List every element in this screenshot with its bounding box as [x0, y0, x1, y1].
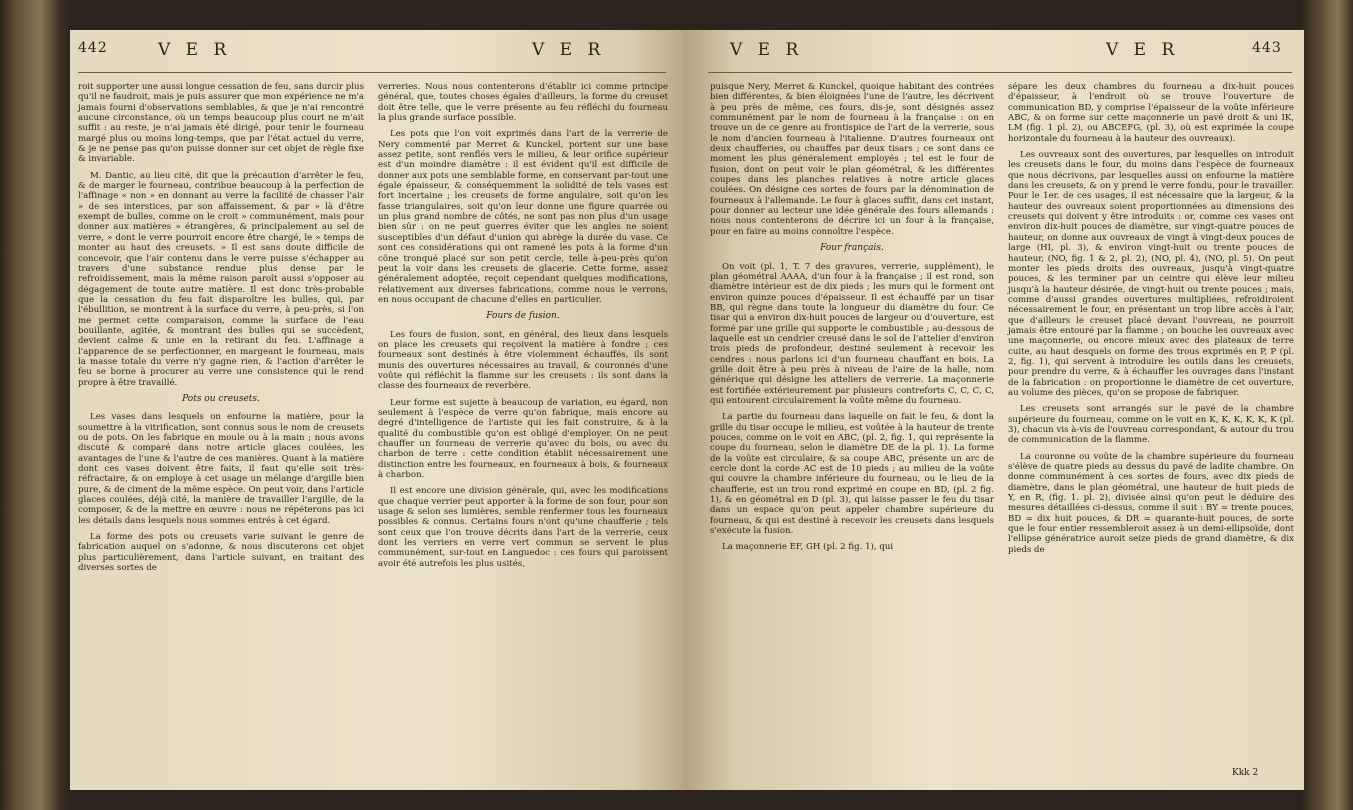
- left-page-number: 442: [78, 40, 108, 56]
- left-head-word-1: V E R: [158, 40, 232, 60]
- paragraph: puisque Nery, Merret & Kunckel, quoique habitant des contrées bien différentes, & bien éloignées l'une de l'autre, les décrivent à peu près de même, ces fours, dis-je, sont désignés assez communément par le nom de fourneau à la française : on en trouve un de ce genre au frontispice de l'art de la verrerie, sous le nom d'ancien fourneau à l'italienne. D'autres fourneaux ont deux chaufferies, ou chauffes par deux tisars ; ce sont dans ce moment les plus généralement employés ; tel est le four de fusion, dont on peut voir le plan géométral, & les différentes coupes dans les planches relatives à notre article glaces coulées. On désigne ces sortes de fours par la dénomination de fourneaux à l'allemande. Le four à glaces suffit, dans cet instant, pour donner au lecteur une idée générale des fours allemands : nous nous contenterons de décrire ici un four à la française, pour en faire au moins connoître l'espèce.: [710, 82, 994, 237]
- paragraph: verreries. Nous nous contenterons d'établir ici comme principe général, que, toutes choses égales d'ailleurs, la forme du creuset doit être telle, que le verre présente au feu réfléchi du fourneau la plus grande surface possible.: [378, 82, 668, 124]
- right-head-rule: [708, 72, 1292, 73]
- right-page-number: 443: [1252, 40, 1282, 56]
- paragraph: La maçonnerie EF, GH (pl. 2 fig. 1), qui: [722, 542, 894, 553]
- signature-mark: Kkk 2: [1232, 768, 1259, 778]
- paragraph: Les creusets sont arrangés sur le pavé de la chambre supérieure du fourneau, comme on le voit en K, K, K, K, K, K (pl. 3), chacun vis à-vis de l'ouvreau correspondant, & autour du trou de communication de la flamme.: [1008, 404, 1294, 446]
- paragraph: sépare les deux chambres du fourneau a dix-huit pouces d'épaisseur, à l'endroit où se trouve l'ouverture de communication BD, y comprise l'épaisseur de la voûte inférieure ABC, & on forme sur cette maçonnerie un pavé droit & uni IK, LM (fig. 1 pl. 2), ou ABCEFG, (pl. 3), où est exprimée la coupe horizontale du fourneau à la hauteur des ouvreaux).: [1008, 82, 1294, 144]
- section-heading: Pots ou creusets.: [182, 393, 260, 404]
- right-head-word-1: V E R: [730, 40, 804, 60]
- paragraph: Les fours de fusion, sont, en général, des lieux dans lesquels on place les creusets qui reçoivent la matière à fondre ; ces fourneaux sont destinés à être violemment échauffés, ils sont munis des ouvertures nécessaires au travail, & couronnés d'une voûte qui réfléchit la flamme sur les creusets : ils sont dans la classe des fourneaux de reverbère.: [378, 329, 668, 392]
- right-page: [684, 30, 1304, 790]
- right-column-2: [1008, 82, 1294, 561]
- paragraph: Les pots que l'on voit exprimés dans l'art de la verrerie de Nery commenté par Merret & Kunckel, portent sur une base assez petite, sont renflés vers le milieu, & leur orifice supérieur est d'un moindre diamètre : il est évident qu'il est difficile de donner aux pots une semblable forme, en conservant par-tout une égale épaisseur, & conséquemment la solidité de tels vases est fort incertaine ; les creusets de forme angulaire, soit qu'on les fasse triangulaires, soit qu'on leur donne une figure quarrée ou un plus grand nombre de côtés, ne sont pas non plus d'un usage bien sûr : on ne peut guerres éviter que les angles ne soient susceptibles d'un défaut d'union qui abrège la durée du vase. Ce sont ces considérations qui ont ramené les pots à la forme d'un cône tronqué placé sur son petit cercle, telle à-peu-près qu'on peut la voir dans les creusets de glacerie. Cette forme, assez généralement adoptée, reçoit cependant quelques modifications, relativement aux diverses fabrications, comme nous le verrons, en nous occupant de chacune d'elles en particulier.: [378, 129, 668, 305]
- paragraph: Leur forme est sujette à beaucoup de variation, eu égard, non seulement à l'espèce de verre qu'on fabrique, mais encore au degré d'intelligence de l'artiste qui les fait construire, & à la qualité du combustible qu'on est obligé d'employer. On ne peut chauffer un fourneau de verrerie qu'avec du bois, ou avec du charbon de terre : cette condition établit nécessairement une distinction entre les fourneaux, en fourneaux à bois, & fourneaux à charbon.: [378, 397, 668, 481]
- right-head-word-2: V E R: [1106, 40, 1180, 60]
- left-head-word-2: V E R: [532, 40, 606, 60]
- paragraph: La partie du fourneau dans laquelle on fait le feu, & dont la grille du tisar occupe le milieu, est voûtée à la hauteur de trente pouces, comme on le voit en ABC, (pl. 2, fig. 1, qui représente la coupe du fourneau, selon le diamètre DE de la pl. 1). La forme de la voûte est circulaire, & sa coupe ABC, présente un arc de cercle dont la corde AC est de 10 pieds ; au milieu de la voûte qui couvre la chambre inférieure du fourneau, ou le lieu de la chaufferie, est un trou rond exprimé en coupe en BD, (pl. 2 fig. 1), & en géométral en D (pl. 3), qui laisse passer le feu du tisar dans un espace qu'on peut appeler chambre supérieure du fourneau, & qui est destiné à recevoir les creusets dans lesquels s'exécute la fusion.: [710, 412, 994, 537]
- left-column-1: [78, 82, 364, 579]
- left-running-head: [70, 40, 684, 74]
- paragraph: On voit (pl. 1, T. 7 des gravures, verrerie, supplément), le plan géométral AAAA, d'un four à la française ; il est rond, son diamètre intérieur est de dix pieds ; les murs qui le forment ont environ quinze pouces d'épaisseur. Il est échauffé par un tisar BB, qui règne dans toute la longueur du diamètre du four. Ce tisar qui a environ dix-huit pouces de largeur ou d'ouverture, est formé par une grille qui supporte le combustible ; au-dessous de laquelle est un cendrier creusé dans le sol de l'attelier d'environ trois pieds de profondeur, destiné seulement à recevoir les cendres : nous parlons ici d'un fourneau chauffant en bois. La grille doit être à peu près à niveau de l'aire de la halle, nom générique qui désigne les atteliers de verrerie. La maçonnerie est fortifiée extérieurement par plusieurs contreforts C, C, C, C, qui entourent circulairement la voûte même du fourneau.: [710, 261, 994, 406]
- paragraph: roit supporter une aussi longue cessation de feu, sans durcir plus qu'il ne faudroit, mais je puis assurer que mon expérience ne m'a jamais fourni d'observations semblables, & que je n'ai rencontré aucune circonstance, où un temps beaucoup plus court ne m'ait suffit : au reste, je n'ai jamais été dirigé, pour tenir le fourneau margé plus ou moins long-temps, que par l'état actuel du verre, & je ne pense pas qu'on puisse donner sur cet objet de règle fixe & invariable.: [78, 82, 364, 165]
- right-running-head: [684, 40, 1304, 74]
- section-heading: Fours de fusion.: [486, 311, 560, 322]
- paragraph: La couronne ou voûte de la chambre supérieure du fourneau s'élève de quatre pieds au dessus du pavé de ladite chambre. On donne communément à ces sortes de fours, avec dix pieds de diamètre, dans le plan géométral, une hauteur de huit pieds de Y, en R, (fig. 1. pl. 2), divisée ainsi qu'on peut le déduire des mesures détaillées ci-dessus, comme il suit : BY = trente pouces, BD = dix huit pouces, & DR = quarante-huit pouces, de sorte que le four entier ressembleroit assez à un demi-ellipsoïde, dont l'ellipse génératrice auroit seize pieds de grand diamètre, & dix pieds de: [1008, 451, 1294, 555]
- right-column-1: [710, 82, 994, 559]
- paragraph: Il est encore une division générale, qui, avec les modifications que chaque verrier peut apporter à la forme de son four, pour son usage & selon ses lumières, semble renfermer tous les fourneaux possibles & connus. Certains fours n'ont qu'une chaufferie ; tels sont ceux que l'on trouve décrits dans l'art de la verrerie, ceux dont les verriers en verre vert commun se servent le plus communément, sur-tout en Languedoc : ces fours qui paroissent avoir été autrefois les plus usités,: [378, 486, 668, 569]
- paragraph: M. Dantic, au lieu cité, dit que la précaution d'arrêter le feu, & de marger le fourneau, contribue beaucoup à la perfection de l'affinage « non » en donnant au verre la facilité de chasser l'air » de ses interstices, par son affaissement, & par » là d'être exempt de bulles, comme on le croit » communément, mais pour donner aux matières » étrangères, & principalement au sel de verre, » dont le verre pourroit encore être chargé, le » temps de monter au haut des creusets. » Il est sans doute difficile de concevoir, que l'air contenu dans le verre puisse s'échapper au travers d'une substance rendue plus dense par le refroidissement, mais la même raison paroît aussi s'opposer au dégagement de toute autre matière. Il est donc très-probable que la cessation du feu fait disparoître les bulles, qui, par l'ébullition, se montrent à la surface du verre, à peu-près, si l'on me permet cette comparaison, comme la surface de l'eau bouillante, agitée, & montrant des bulles qui se succèdent, devient calme & unie en la retirant du feu. L'affinage a l'apparence de se perfectionner, en margeant le fourneau, mais la masse totale du verre n'y gagne rien, & l'action d'arrêter le feu se borne à procurer au verre une consistence qui le rend propre à être travaillé.: [78, 170, 364, 388]
- paragraph: Les vases dans lesquels on enfourne la matière, pour la soumettre à la vitrification, sont connus sous le nom de creusets ou de pots. On les fabrique en moule ou à la main ; nous avons discuté & comparé dans notre article glaces coulées, les avantages de l'une & l'autre de ces manières. Quant à la matière dont ces vases doivent être faits, il faut qu'elle soit très-réfractaire, & on employe à cet usage un mélange d'argille bien pure, & de ciment de la même espèce. On peut voir, dans l'article glaces coulées, déjà cité, la manière de travailler l'argille, de la composer, & de la mettre en œuvre : nous ne répéterons pas ici les détails dans lesquels nous sommes entrés à cet égard.: [78, 412, 364, 526]
- paragraph: Les ouvreaux sont des ouvertures, par lesquelles on introduit les creusets dans le four, du moins dans l'espèce de fourneaux que nous décrivons, par lesquelles aussi on enfourne la matière dans les creusets, & on y prend le verre fondu, pour le travailler. Pour le 1er. de ces usages, il est nécessaire que la largeur, & la hauteur des ouvreaux soient proportionnées au dimensions des creusets qui doivent y être introduits : or, comme ces vases ont environ dix-huit pouces de diamètre, sur vingt-quatre pouces de hauteur, on donne aux ouvreaux de vingt à vingt-deux pouces de large (HI, pl. 3), & environ vingt-huit ou trente pouces de hauteur, (NO, fig. 1 & 2, pl. 2), (NO, pl. 4), (NO, pl. 5). On peut monter les pieds droits des ouvreaux, jusqu'à vingt-quatre pouces, & les terminer par un ceintre qui élève leur milieu jusqu'à la hauteur désirée, de vingt-huit ou trente pouces ; mais, comme d'aussi grandes ouvertures multipliées, refroidiroient nécessairement le four, en présentant un trop libre accès à l'air, que d'ailleurs le creuset placé devant l'ouvreau, ne pourroit jamais être entouré par la flamme ; on bouche les ouvreaux avec une maçonnerie, ou encore mieux avec des plateaux de terre cuite, au haut desquels on forme des trous exprimés en P, P (pl. 2, fig. 1), qui servent à introduire les outils dans les creusets, pour prendre du verre, & à échauffer les ouvrages dans l'instant de la fabrication : on proportionne le diamètre de cet ouverture, au volume des pièces, qu'on se propose de fabriquer.: [1008, 150, 1294, 398]
- left-page: [70, 30, 684, 790]
- paragraph: La forme des pots ou creusets varie suivant le genre de fabrication auquel on s'adonne, & nous discuterons cet objet plus particulièrement, dans l'article suivant, en traitant des diverses sortes de: [78, 532, 364, 574]
- section-heading: Four français.: [820, 243, 884, 254]
- left-head-rule: [78, 72, 666, 73]
- left-column-2: [378, 82, 668, 575]
